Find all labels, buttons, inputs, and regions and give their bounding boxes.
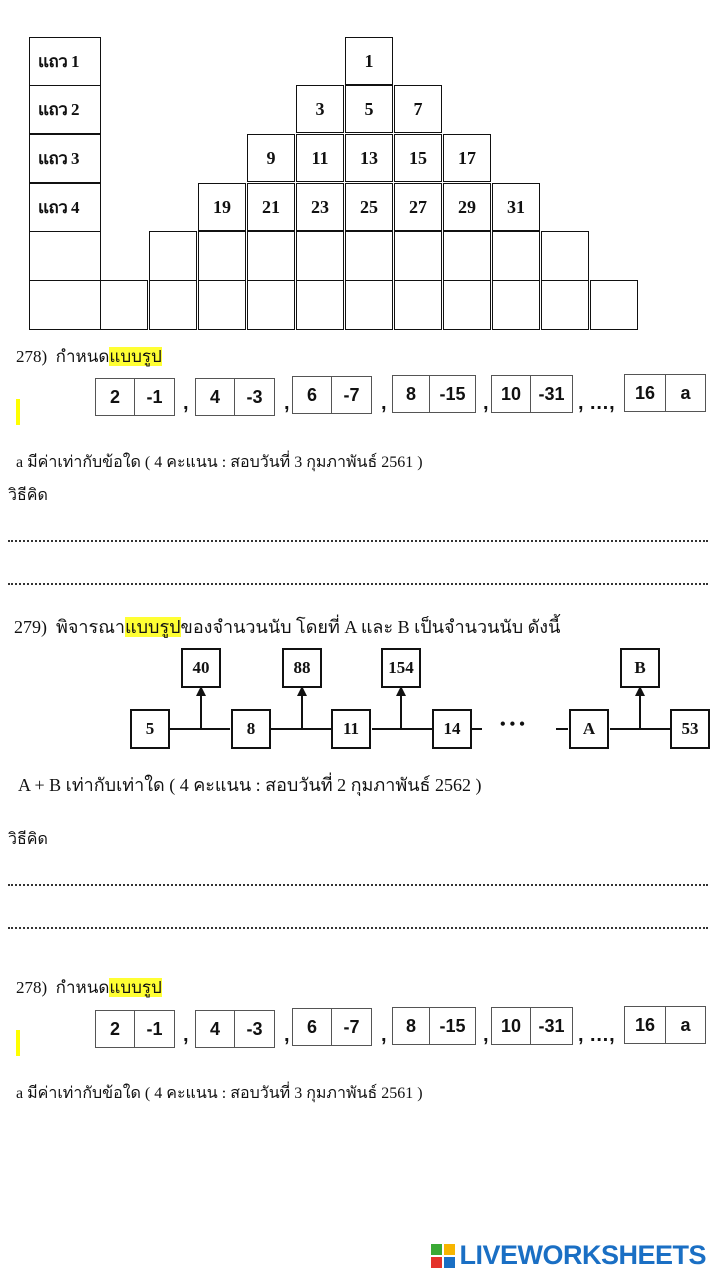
- row-label-4: แถว 4: [29, 183, 101, 232]
- pyramid-cell: 27: [394, 183, 442, 231]
- pyramid-cell: 21: [247, 183, 295, 231]
- pyramid-cell-empty[interactable]: [492, 280, 540, 330]
- row-label-3: แถว 3: [29, 134, 101, 183]
- row-label-5: [29, 231, 101, 281]
- comma: ,: [381, 392, 387, 414]
- answer-line[interactable]: [8, 927, 708, 929]
- pyramid-cell-empty[interactable]: [149, 231, 197, 281]
- pyramid-cell: 5: [345, 85, 393, 133]
- pyramid-cell-empty[interactable]: [590, 280, 638, 330]
- comma: ,: [483, 392, 489, 414]
- comma: ,: [183, 1024, 189, 1046]
- highlight-pattern: แบบรูป: [109, 347, 162, 366]
- pyramid-cell: 3: [296, 85, 344, 133]
- answer-line[interactable]: [8, 583, 708, 585]
- pyramid-cell-empty[interactable]: [247, 280, 295, 330]
- pyramid-cell-empty[interactable]: [394, 231, 442, 281]
- pyramid-cell-empty[interactable]: [100, 280, 148, 330]
- top-box: 40: [181, 648, 221, 688]
- row-label-2: แถว 2: [29, 85, 101, 134]
- ellipsis: , …,: [578, 1024, 615, 1046]
- pair-box: 2 -1: [95, 1010, 175, 1048]
- pyramid-cell-empty[interactable]: [247, 231, 295, 281]
- answer-line[interactable]: [8, 540, 708, 542]
- bottom-box-a: A: [569, 709, 609, 749]
- pyramid-cell: 15: [394, 134, 442, 182]
- comma: ,: [483, 1024, 489, 1046]
- question-number: 278): [16, 347, 48, 366]
- pair-box: 10 -31: [491, 1007, 573, 1045]
- pyramid-cell-empty[interactable]: [492, 231, 540, 281]
- top-box: 88: [282, 648, 322, 688]
- pair-box-last: 16 a: [624, 374, 706, 412]
- pyramid-cell: 7: [394, 85, 442, 133]
- pyramid-cell-empty[interactable]: [296, 280, 344, 330]
- pyramid-cell-empty[interactable]: [541, 280, 589, 330]
- pyramid-cell: 29: [443, 183, 491, 231]
- pyramid-cell: 31: [492, 183, 540, 231]
- pair-box: 10 -31: [491, 375, 573, 413]
- pyramid-cell-empty[interactable]: [345, 231, 393, 281]
- pyramid-cell-empty[interactable]: [198, 231, 246, 281]
- comma: ,: [284, 1024, 290, 1046]
- comma: ,: [284, 392, 290, 414]
- pair-box: 2 -1: [95, 378, 175, 416]
- pair-box: 8 -15: [392, 1007, 476, 1045]
- pair-box-last: 16 a: [624, 1006, 706, 1044]
- pyramid-cell: 23: [296, 183, 344, 231]
- bottom-box: 14: [432, 709, 472, 749]
- q278b-title: 278) กำหนดแบบรูป: [16, 978, 162, 997]
- liveworksheets-logo[interactable]: [431, 1240, 706, 1271]
- input-cursor-marker: [16, 399, 20, 425]
- pyramid-cell-empty[interactable]: [345, 280, 393, 330]
- q279-title: 279) พิจารณาแบบรูปของจำนวนนับ โดยที่ A และ B เป็นจำนวนนับ ดังนี้: [14, 617, 561, 637]
- top-box: 154: [381, 648, 421, 688]
- answer-line[interactable]: [8, 884, 708, 886]
- row-label-1: แถว 1: [29, 37, 101, 86]
- q278a-question: a มีค่าเท่ากับข้อใด ( 4 คะแนน : สอบวันที่ 3 กุมภาพันธ์ 2561 ): [16, 454, 423, 471]
- pyramid-cell: 13: [345, 134, 393, 182]
- method-label: วิธีคิด: [8, 831, 48, 848]
- pair-box: 4 -3: [195, 1010, 275, 1048]
- pyramid-cell: 25: [345, 183, 393, 231]
- input-cursor-marker: [16, 1030, 20, 1056]
- bottom-box: 11: [331, 709, 371, 749]
- pair-box: 6 -7: [292, 1008, 372, 1046]
- comma: ,: [183, 392, 189, 414]
- bottom-box: 53: [670, 709, 710, 749]
- highlight-pattern: แบบรูป: [109, 978, 162, 997]
- comma: ,: [381, 1024, 387, 1046]
- pyramid-cell: 17: [443, 134, 491, 182]
- pyramid-cell-empty[interactable]: [541, 231, 589, 281]
- pyramid-cell: 9: [247, 134, 295, 182]
- pyramid-cell-empty[interactable]: [149, 280, 197, 330]
- q278b-question: a มีค่าเท่ากับข้อใด ( 4 คะแนน : สอบวันที่ 3 กุมภาพันธ์ 2561 ): [16, 1085, 423, 1102]
- pyramid-cell: 11: [296, 134, 344, 182]
- pair-box: 8 -15: [392, 375, 476, 413]
- pyramid-cell-empty[interactable]: [296, 231, 344, 281]
- ellipsis: , …,: [578, 392, 615, 414]
- pyramid-cell: 19: [198, 183, 246, 231]
- pyramid-cell-empty[interactable]: [394, 280, 442, 330]
- question-prefix: กำหนด: [55, 347, 110, 366]
- q278a-title: [16, 343, 162, 370]
- row-label-6: [29, 280, 101, 330]
- pair-box: 4 -3: [195, 378, 275, 416]
- top-box-b: B: [620, 648, 660, 688]
- pyramid-cell-empty[interactable]: [443, 231, 491, 281]
- q279-question: A + B เท่ากับเท่าใด ( 4 คะแนน : สอบวันที่ 2 กุมภาพันธ์ 2562 ): [18, 775, 482, 795]
- ellipsis: • • •: [500, 716, 525, 733]
- pyramid-cell: 1: [345, 37, 393, 85]
- logo-text: LIVEWORKSHEETS: [459, 1240, 706, 1270]
- pyramid-cell-empty[interactable]: [198, 280, 246, 330]
- pyramid-cell-empty[interactable]: [443, 280, 491, 330]
- bottom-box: 5: [130, 709, 170, 749]
- highlight-pattern: แบบรูป: [125, 617, 181, 637]
- bottom-box: 8: [231, 709, 271, 749]
- pair-box: 6 -7: [292, 376, 372, 414]
- liveworksheets-logo-icon: [431, 1244, 455, 1268]
- method-label: วิธีคิด: [8, 487, 48, 504]
